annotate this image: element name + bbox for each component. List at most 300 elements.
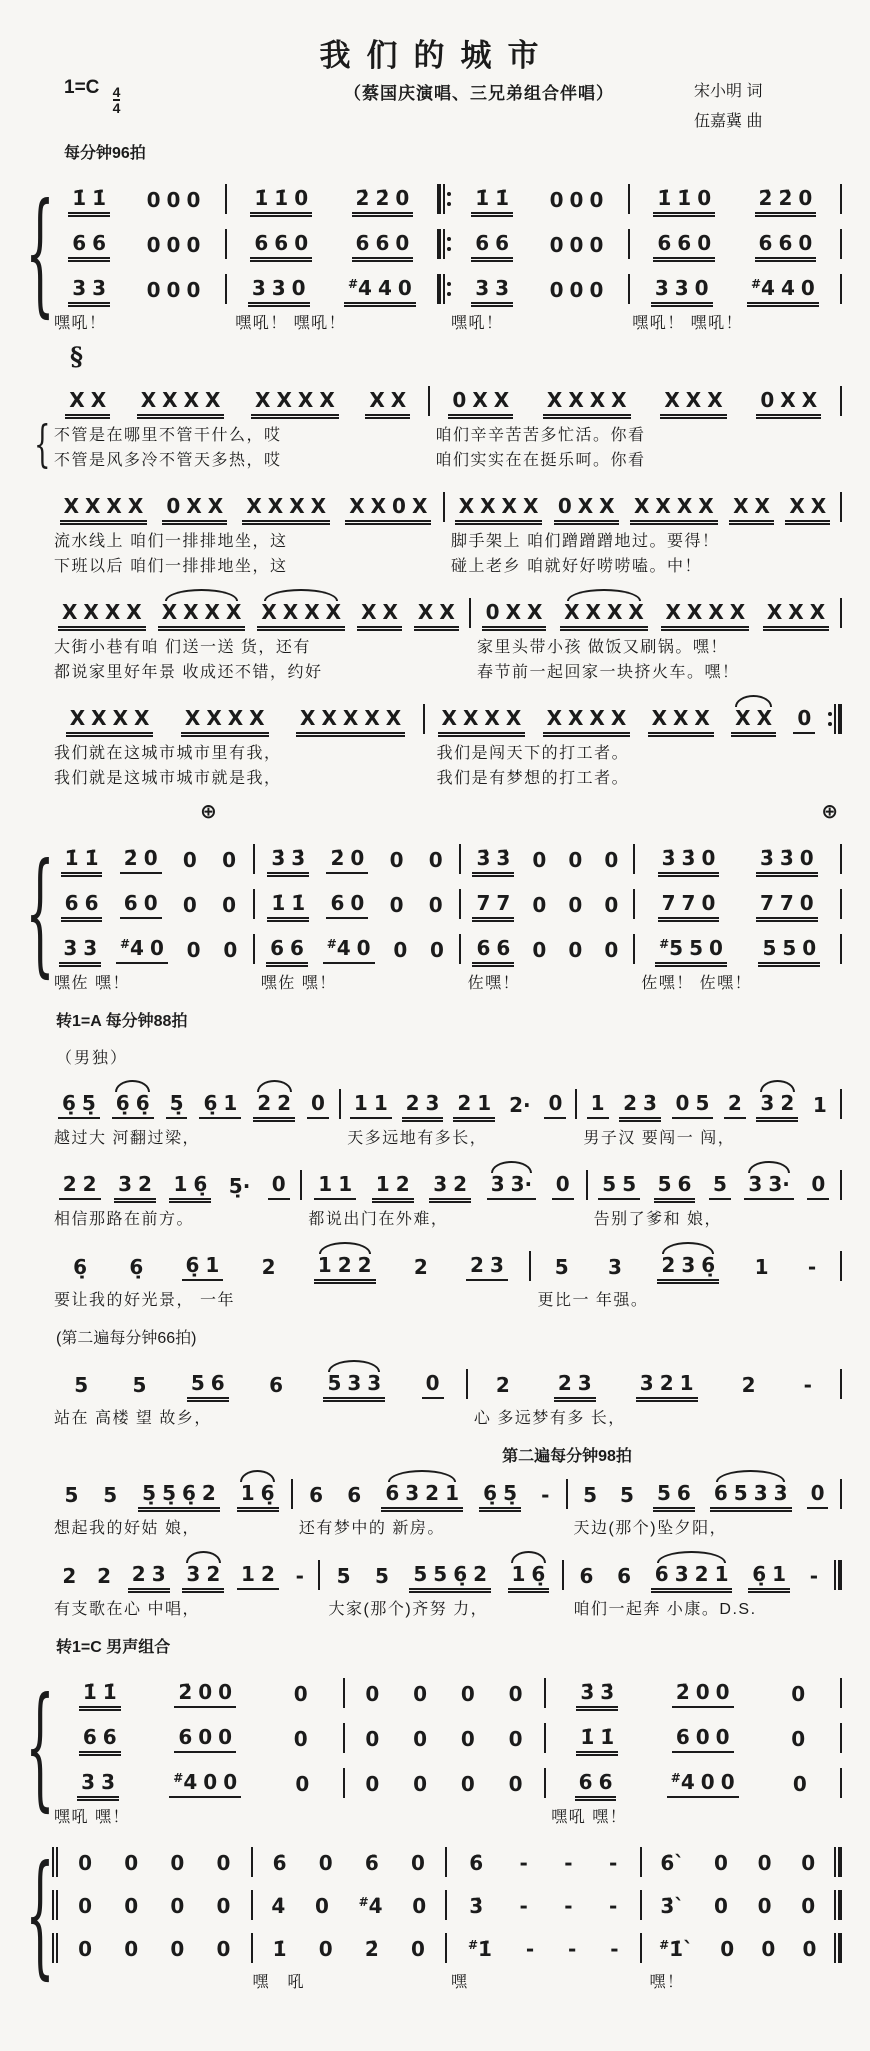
measure <box>449 1838 638 1879</box>
note-group-slur <box>744 1171 793 1200</box>
note-group <box>237 1561 279 1590</box>
note: 0 <box>271 1171 286 1196</box>
note: 1 <box>590 1090 605 1115</box>
note-group <box>58 1090 100 1119</box>
note: 7 <box>661 890 676 915</box>
note: 5 <box>656 1480 671 1505</box>
note: 3· <box>510 1171 533 1196</box>
measure <box>632 218 838 261</box>
note: 5 <box>64 1482 79 1507</box>
barline-stroke <box>838 1933 842 1963</box>
note: 0 <box>532 937 547 962</box>
note-group-slur <box>651 1561 733 1590</box>
barline-single <box>252 844 256 876</box>
note: 0 <box>568 847 583 872</box>
barline-stroke <box>840 184 842 214</box>
note: 0 <box>365 1771 380 1796</box>
brace-spacer <box>30 691 50 789</box>
note-group <box>290 1726 312 1753</box>
note: 1̇ <box>495 185 510 210</box>
note: 1 <box>205 1252 220 1277</box>
note-group <box>343 1482 365 1509</box>
barline-stroke <box>840 1369 842 1399</box>
measure <box>304 1159 583 1202</box>
lyrics-block <box>50 1968 844 1993</box>
system-body <box>50 831 844 994</box>
note: 1̇ <box>657 185 672 210</box>
system-brace <box>25 1665 55 1828</box>
barline-stroke <box>428 386 430 416</box>
note-group <box>807 1171 829 1200</box>
note: 0 <box>149 935 164 960</box>
measure <box>255 1838 444 1879</box>
barline-single <box>565 1479 569 1511</box>
note: 0 <box>216 1893 231 1918</box>
note-group <box>212 1936 234 1963</box>
note: 6 <box>330 890 345 915</box>
barline-single <box>224 274 228 306</box>
note-group <box>242 493 330 522</box>
note-group <box>472 935 514 964</box>
note: 3 <box>748 1171 763 1196</box>
note: X <box>106 493 122 518</box>
note: 6̇ <box>364 1850 379 1875</box>
performer-note: （蔡国庆演唱、三兄弟组合伴唱） <box>344 84 614 103</box>
lyricist-credit: 宋小明 词 <box>694 83 763 100</box>
note-group <box>651 275 713 304</box>
note: 2 <box>659 1370 674 1395</box>
note-group <box>516 1850 532 1877</box>
note: 2 <box>97 1563 112 1588</box>
note: 2 <box>337 1252 352 1277</box>
note: X <box>184 705 201 730</box>
barline-stroke <box>628 229 630 259</box>
barline-repeat-end <box>827 704 843 736</box>
note: X <box>606 599 623 624</box>
note: X <box>204 599 220 624</box>
note: 0 <box>294 185 309 210</box>
note: 5 <box>657 1171 672 1196</box>
music-line <box>50 1240 844 1283</box>
note: 0 <box>216 1850 231 1875</box>
measure <box>50 481 441 524</box>
barline-single <box>342 1678 346 1710</box>
coda-sign-right: ⊕ <box>821 798 838 823</box>
note-group-slur <box>182 1561 224 1590</box>
lyric-cell: 嘿 吼 <box>252 1973 306 1991</box>
credits <box>694 77 844 138</box>
note: 1 <box>223 1090 238 1115</box>
note: X <box>733 493 749 518</box>
note-group <box>465 1850 487 1877</box>
barline-stroke <box>437 274 441 304</box>
note-group <box>575 1563 597 1590</box>
note: 1 <box>477 1090 492 1115</box>
note: 2 <box>425 1480 440 1505</box>
note: 6̇ <box>272 1850 287 1875</box>
note: 3̇ <box>681 845 696 870</box>
measure <box>50 1159 298 1202</box>
note: 0 <box>410 1936 425 1961</box>
measure <box>257 878 458 921</box>
note: #4 <box>750 275 775 300</box>
note: 3 <box>271 275 286 300</box>
note-group <box>212 1893 234 1920</box>
note-group <box>350 1090 392 1119</box>
music-line <box>50 1881 844 1922</box>
note: 2 <box>277 1090 292 1115</box>
note-group <box>361 1936 383 1963</box>
note: - <box>803 1372 812 1397</box>
lyric-cell: 咱们辛辛苦苦多忙活。你看 <box>435 426 646 444</box>
brace-spacer <box>30 1238 50 1311</box>
note: X <box>349 493 365 518</box>
barline-single <box>342 1723 346 1755</box>
note: 0 <box>568 937 583 962</box>
note: 3̇ <box>476 845 491 870</box>
note: 6̇ <box>469 1850 484 1875</box>
barline-stroke <box>443 274 445 304</box>
note-group <box>785 493 830 522</box>
note: 2 <box>82 1171 97 1196</box>
note: 0 <box>694 275 709 300</box>
measure <box>463 923 631 966</box>
note-group <box>528 847 550 874</box>
note: 0 <box>604 937 619 962</box>
note-group <box>465 1893 487 1920</box>
note: - <box>519 1893 528 1918</box>
note: #4 <box>173 1769 198 1794</box>
note: 5 <box>583 1482 597 1507</box>
lyric-cell: 要让我的好光景， 一年 <box>54 1291 235 1309</box>
note: 5 <box>712 1171 727 1196</box>
note: 0 <box>485 599 500 624</box>
note-group <box>738 1372 760 1399</box>
barline-stroke <box>318 1560 320 1590</box>
note: - <box>608 1850 618 1875</box>
note: X <box>325 599 342 624</box>
barline-single <box>839 1723 843 1755</box>
measure <box>473 587 838 630</box>
lyric-cell: 越过大 河翻过梁， <box>54 1129 200 1147</box>
note: X <box>564 599 580 624</box>
note: 6̣ <box>483 1480 498 1505</box>
note: 2 <box>131 1561 146 1586</box>
note-group <box>787 1681 809 1708</box>
note: 3̇ <box>779 845 794 870</box>
note: 0 <box>311 1090 325 1115</box>
note: X <box>207 493 224 518</box>
note-group <box>605 1893 621 1920</box>
note: 6 <box>385 1480 400 1505</box>
note-group <box>266 935 308 964</box>
note-group-slur <box>710 1480 792 1509</box>
barline-single <box>543 1723 547 1755</box>
note: 0 <box>318 1936 333 1961</box>
lyric-cell: 天多远地有多长， <box>347 1129 488 1147</box>
barline-stroke <box>300 1170 302 1200</box>
note: X <box>112 705 128 730</box>
note: 6̣ <box>135 1090 150 1115</box>
barline-stroke <box>544 1723 546 1753</box>
note: X <box>267 493 284 518</box>
note: 2̇ <box>364 1936 379 1961</box>
note-group <box>323 935 375 964</box>
note-group <box>546 232 608 259</box>
note: 0 <box>720 1769 735 1794</box>
note: #4̇ <box>358 1893 383 1918</box>
note: 0 <box>701 845 716 870</box>
note: 0 <box>715 1724 730 1749</box>
repeat-dot <box>447 282 451 286</box>
barline-stroke <box>56 1847 58 1877</box>
note: 3̇ <box>661 845 676 870</box>
lyric-cell: 佐嘿！ <box>467 974 521 992</box>
coda-chorus-system <box>25 831 844 994</box>
note: X <box>698 493 714 518</box>
note: 3̇ <box>271 845 286 870</box>
note: X <box>685 387 702 412</box>
note: X <box>183 387 200 412</box>
note-group <box>58 1563 80 1590</box>
note: 0 <box>389 892 404 917</box>
note: 0 <box>295 1771 310 1796</box>
note: X <box>134 705 150 730</box>
note: X <box>91 705 107 730</box>
note: 0 <box>223 937 238 962</box>
barline-stroke <box>840 1723 842 1753</box>
note: X <box>246 493 262 518</box>
music-line <box>50 1712 844 1755</box>
note: 0 <box>428 892 443 917</box>
note: X <box>127 493 144 518</box>
barline-stroke <box>56 1933 58 1963</box>
barline-final <box>833 1560 843 1592</box>
note: 0 <box>508 1771 523 1796</box>
note-group <box>386 892 408 919</box>
note: X <box>310 493 327 518</box>
note-group <box>807 1480 829 1509</box>
note-group <box>179 847 201 874</box>
score-body <box>25 171 844 1993</box>
note-group <box>199 1090 241 1119</box>
note: 3 <box>489 1252 504 1277</box>
note-group <box>551 1254 573 1281</box>
note: 6 <box>579 1563 594 1588</box>
note: 2 <box>495 1372 510 1397</box>
music-line <box>50 263 844 306</box>
note: 0 <box>413 1726 428 1751</box>
note: 6 <box>270 935 284 960</box>
note: X <box>126 599 142 624</box>
note: X <box>369 387 385 412</box>
note: 5 <box>336 1563 351 1588</box>
note: 3̇ <box>291 845 306 870</box>
barline-single <box>224 184 228 216</box>
note: 6 <box>210 1370 225 1395</box>
barline-stroke <box>343 1678 345 1708</box>
note-group <box>787 1726 809 1753</box>
note: 5 <box>327 1370 342 1395</box>
note-group <box>793 705 815 734</box>
repeat-dots <box>447 229 451 259</box>
note: 6̣ <box>193 1171 208 1196</box>
note: 1̇ <box>72 185 87 210</box>
barline-stroke <box>459 934 461 964</box>
measure <box>50 263 223 306</box>
brace-spacer <box>30 479 50 577</box>
lyric-cell: 想起我的好姑 娘， <box>54 1519 200 1537</box>
note: 6 <box>677 230 692 255</box>
note: 5̣ <box>81 1090 96 1115</box>
music-line <box>50 1078 844 1121</box>
note: 3 <box>654 275 669 300</box>
lyric-cell: 春节前一起回家一块挤火车。嘿！ <box>476 663 740 681</box>
note: 2 <box>453 1171 468 1196</box>
note: X <box>810 493 827 518</box>
lyric-cell: 天边(那个)坠夕阳， <box>573 1519 728 1537</box>
note-group <box>66 705 154 734</box>
note: 4 <box>780 275 795 300</box>
note: 6 <box>64 890 79 915</box>
note: 7 <box>496 890 511 915</box>
music-line <box>50 481 844 524</box>
system-body <box>50 1836 844 1993</box>
lyric-line <box>50 421 844 446</box>
measure <box>637 878 838 921</box>
lyric-cell: 下班以后 咱们一排排地坐，这 <box>54 557 288 575</box>
lyric-line <box>50 1205 844 1230</box>
note: 6̣ <box>260 1480 275 1505</box>
note: #5 <box>659 935 684 960</box>
measure <box>453 218 626 261</box>
barline-stroke <box>225 229 227 259</box>
note: 0 <box>604 892 619 917</box>
note: 3 <box>251 275 266 300</box>
note: 2̇ <box>178 1679 193 1704</box>
note: 0 <box>350 890 365 915</box>
lyrics-block <box>50 1803 844 1828</box>
note-group <box>251 387 339 416</box>
note: 1̇ <box>254 185 269 210</box>
note: 0 <box>186 937 201 962</box>
note: 2̇ <box>778 185 793 210</box>
solo-part-label: （男独） <box>56 1049 129 1067</box>
note: 0 <box>801 1893 816 1918</box>
barline-stroke <box>840 1251 842 1281</box>
note-group <box>74 1893 96 1920</box>
note: X <box>634 493 650 518</box>
note-group <box>751 1254 773 1281</box>
barline-stroke <box>225 184 227 214</box>
note-group <box>61 890 103 919</box>
meter-top: 4 <box>112 84 121 100</box>
measure <box>50 833 251 876</box>
note: 6 <box>495 230 510 255</box>
note: 3̇ <box>580 1679 595 1704</box>
note-group <box>408 1893 430 1920</box>
note: 1̇ <box>82 1679 97 1704</box>
note: 5 <box>103 1482 118 1507</box>
note-group <box>74 1936 96 1963</box>
measure <box>50 1667 341 1710</box>
note: 0 <box>218 1679 233 1704</box>
note: 5 <box>622 1171 637 1196</box>
lyric-cell: 咱们实实在在挺乐呵。你看 <box>435 451 646 469</box>
barline-single <box>839 598 843 630</box>
note: 0 <box>218 1724 233 1749</box>
note: X <box>526 599 543 624</box>
note-group <box>471 185 513 214</box>
measure <box>257 833 458 876</box>
note: 5 <box>762 935 777 960</box>
note: - <box>809 1563 819 1588</box>
note: X <box>69 705 86 730</box>
note-group <box>576 1724 618 1753</box>
music-line <box>50 693 844 736</box>
note-group <box>616 1482 638 1509</box>
note: 6 <box>355 230 370 255</box>
note: 0 <box>791 1726 806 1751</box>
note: 1 <box>173 1171 188 1196</box>
note: 3 <box>475 275 490 300</box>
note-group <box>290 1681 312 1708</box>
note: 0 <box>757 1893 772 1918</box>
note-group <box>386 847 408 874</box>
note-group <box>258 1254 280 1281</box>
note: 3 <box>608 1254 622 1279</box>
note-group <box>212 1850 234 1877</box>
note: 3̇ <box>600 1679 615 1704</box>
note: 0 <box>695 1679 710 1704</box>
note-group <box>79 1679 121 1708</box>
note: 2 <box>413 1254 428 1279</box>
note: 0 <box>801 1850 816 1875</box>
barline-single <box>458 934 462 966</box>
measure <box>644 1924 833 1965</box>
key-label: 1=C <box>64 77 100 98</box>
note-group <box>296 705 405 734</box>
note: 5 <box>132 1372 147 1397</box>
note-group <box>636 1370 698 1399</box>
note: 0 <box>532 892 547 917</box>
finale-system <box>25 1835 844 1993</box>
barline-stroke <box>586 1170 588 1200</box>
note: 1 <box>714 1561 729 1586</box>
barline-stroke <box>443 229 445 259</box>
note: 0 <box>356 935 371 960</box>
note: X <box>276 387 292 412</box>
note: X <box>756 705 773 730</box>
segno-sign: § <box>70 341 84 371</box>
note-group <box>116 935 168 964</box>
note: 0 <box>314 1893 329 1918</box>
measure <box>50 878 251 921</box>
note: 3 <box>83 935 98 960</box>
measure <box>255 1881 444 1922</box>
brace-spacer <box>30 1547 50 1620</box>
lyric-cell: 都说出门在外难， <box>308 1210 449 1228</box>
note: X <box>205 387 221 412</box>
note: 2 <box>470 1252 484 1277</box>
note-group <box>407 1936 429 1963</box>
note: X <box>361 599 377 624</box>
repeat-dots <box>828 704 832 734</box>
note: 3 <box>151 1561 166 1586</box>
note: X <box>261 599 277 624</box>
note-group <box>672 1724 734 1753</box>
note: X <box>206 705 222 730</box>
